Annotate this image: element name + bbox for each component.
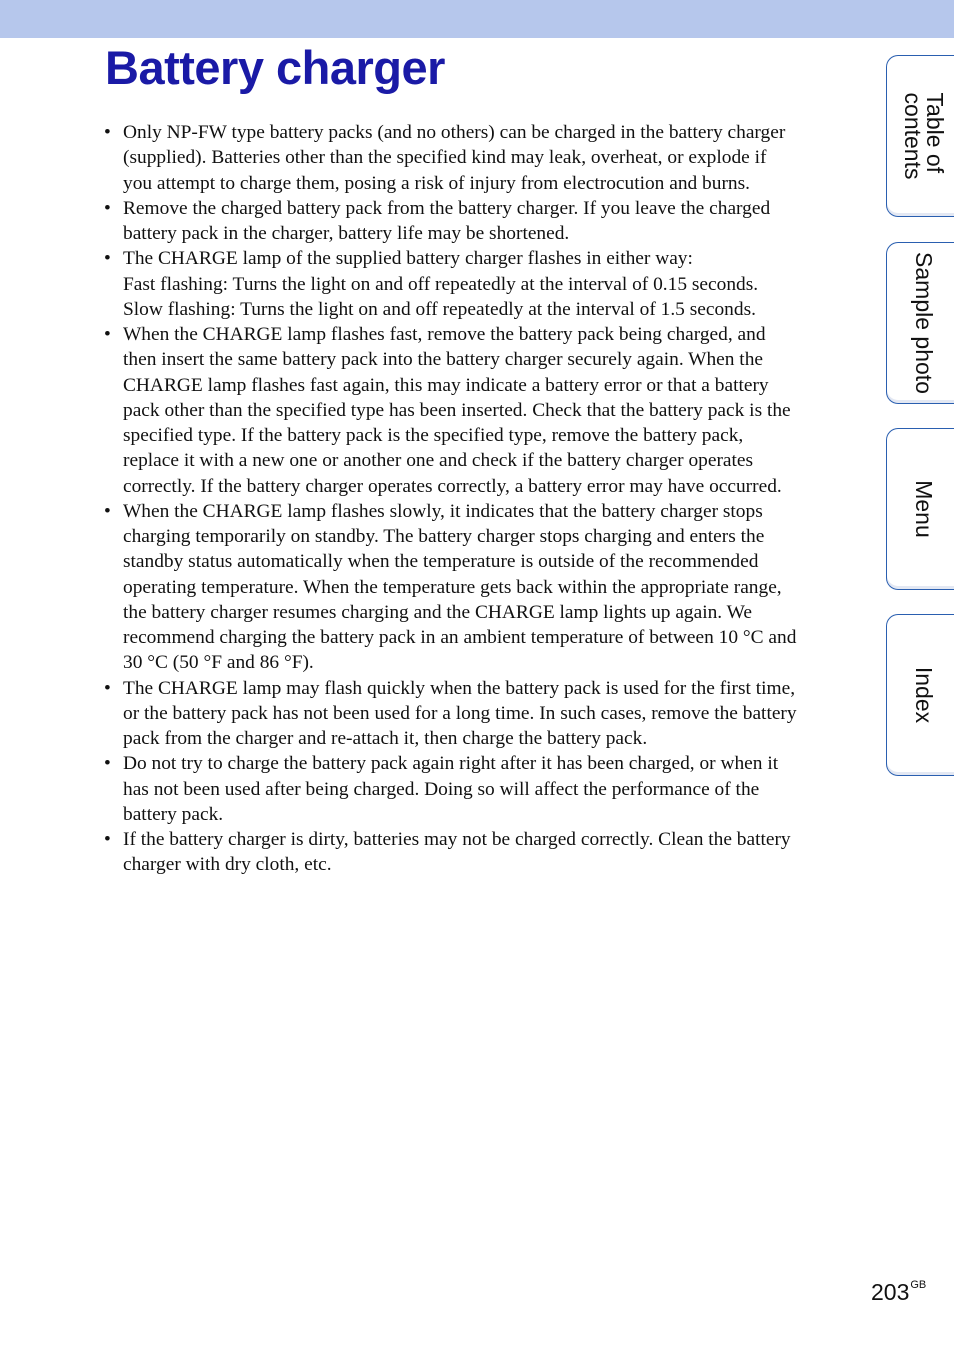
page-number: [871, 1279, 926, 1306]
text-line: replace it with a new one or another one and check if the battery charger operates: [123, 450, 754, 472]
text-line: Only NP-FW type battery packs (and no others) can be charged in the battery charger: [123, 122, 786, 143]
bullet-dot: •: [104, 122, 111, 143]
text-line: battery pack.: [123, 803, 224, 825]
text-line: Do not try to charge the battery pack again right after it has been charged, or when it: [123, 753, 779, 775]
bullet-dot: •: [104, 677, 111, 699]
text-line: Slow flashing: Turns the light on and off repeatedly at the interval of 1.5 seconds.: [123, 298, 756, 320]
text-line: has not been used after being charged. Doing so will affect the performance of the: [123, 778, 760, 800]
bullet-dot: •: [104, 500, 111, 522]
bullet-dot: •: [104, 829, 111, 850]
header-band: [0, 0, 954, 38]
text-line: specified type. If the battery pack is the specified type, remove the battery pack,: [123, 425, 744, 446]
text-line: The CHARGE lamp of the supplied battery charger flashes in either way:: [123, 248, 693, 270]
text-line: operating temperature. When the temperature gets back within the appropriate range,: [123, 576, 782, 598]
tab-label-line: Menu: [910, 480, 937, 538]
text-line: 30 °C (50 °F and 86 °F).: [123, 652, 314, 674]
text-line: If the battery charger is dirty, batteries may not be charged correctly. Clean the battery: [123, 829, 791, 850]
bullet-list: [104, 120, 849, 878]
list-item: [104, 827, 849, 878]
list-item: [104, 322, 849, 499]
region-code: GB: [910, 1279, 927, 1291]
text-line: you attempt to charge them, posing a risk of injury from electrocution and burns.: [123, 172, 750, 194]
tab-index[interactable]: [886, 614, 954, 776]
tab-table-of-contents[interactable]: [886, 55, 954, 217]
bullet-dot: •: [104, 753, 111, 775]
list-item: [104, 120, 849, 196]
tab-sample-photo[interactable]: [886, 242, 954, 404]
text-line: battery pack in the charger, battery life may be shortened.: [123, 223, 570, 244]
text-line: The CHARGE lamp may flash quickly when the battery pack is used for the first time,: [123, 677, 796, 699]
tab-label: [910, 666, 937, 724]
list-item: [104, 499, 849, 676]
text-line: (supplied). Batteries other than the specified kind may leak, overheat, or explode if: [123, 147, 767, 169]
list-item: [104, 751, 849, 827]
tab-label-line: Sample photo: [910, 252, 937, 394]
text-line: the battery charger resumes charging and the CHARGE lamp lights up again. We: [123, 601, 753, 623]
tab-label-line: contents: [899, 92, 926, 180]
text-line: or the battery pack has not been used for a long time. In such cases, remove the battery: [123, 702, 797, 724]
text-line: When the CHARGE lamp flashes fast, remove the battery pack being charged, and: [123, 324, 766, 345]
list-item: [104, 246, 849, 322]
text-line: pack other than the specified type has been inserted. Check that the battery pack is the: [123, 399, 791, 421]
text-line: When the CHARGE lamp flashes slowly, it indicates that the battery charger stops: [123, 500, 763, 522]
tab-label: [899, 92, 948, 180]
bullet-dot: •: [104, 248, 111, 270]
text-line: charging temporarily on standby. The battery charger stops charging and enters the: [123, 526, 765, 547]
text-line: correctly. If the battery charger operates correctly, a battery error may have occurred.: [123, 475, 782, 497]
bullet-dot: •: [104, 324, 111, 345]
text-line: recommend charging the battery pack in an ambient temperature of between 10 °C and: [123, 627, 797, 648]
tab-label: [910, 252, 937, 394]
text-line: charger with dry cloth, etc.: [123, 854, 332, 876]
page-number-value: 203: [871, 1279, 910, 1305]
bullet-dot: •: [104, 197, 111, 219]
tab-label-line: Table of: [921, 92, 948, 174]
text-line: Fast flashing: Turns the light on and off repeatedly at the interval of 0.15 seconds.: [123, 273, 759, 295]
text-line: standby status automatically when the temperature is outside of the recommended: [123, 551, 759, 573]
text-line: CHARGE lamp flashes fast again, this may indicate a battery error or that a battery: [123, 374, 769, 396]
page-title: Battery charger: [105, 41, 445, 94]
text-line: then insert the same battery pack into the battery charger securely again. When the: [123, 349, 763, 371]
tab-label-line: Index: [910, 666, 937, 724]
tab-menu[interactable]: [886, 428, 954, 590]
text-line: Remove the charged battery pack from the battery charger. If you leave the charged: [123, 197, 771, 219]
list-item: [104, 196, 849, 247]
list-item: [104, 676, 849, 752]
tab-label: [910, 480, 937, 538]
text-line: pack from the charger and re-attach it, then charge the battery pack.: [123, 728, 648, 749]
